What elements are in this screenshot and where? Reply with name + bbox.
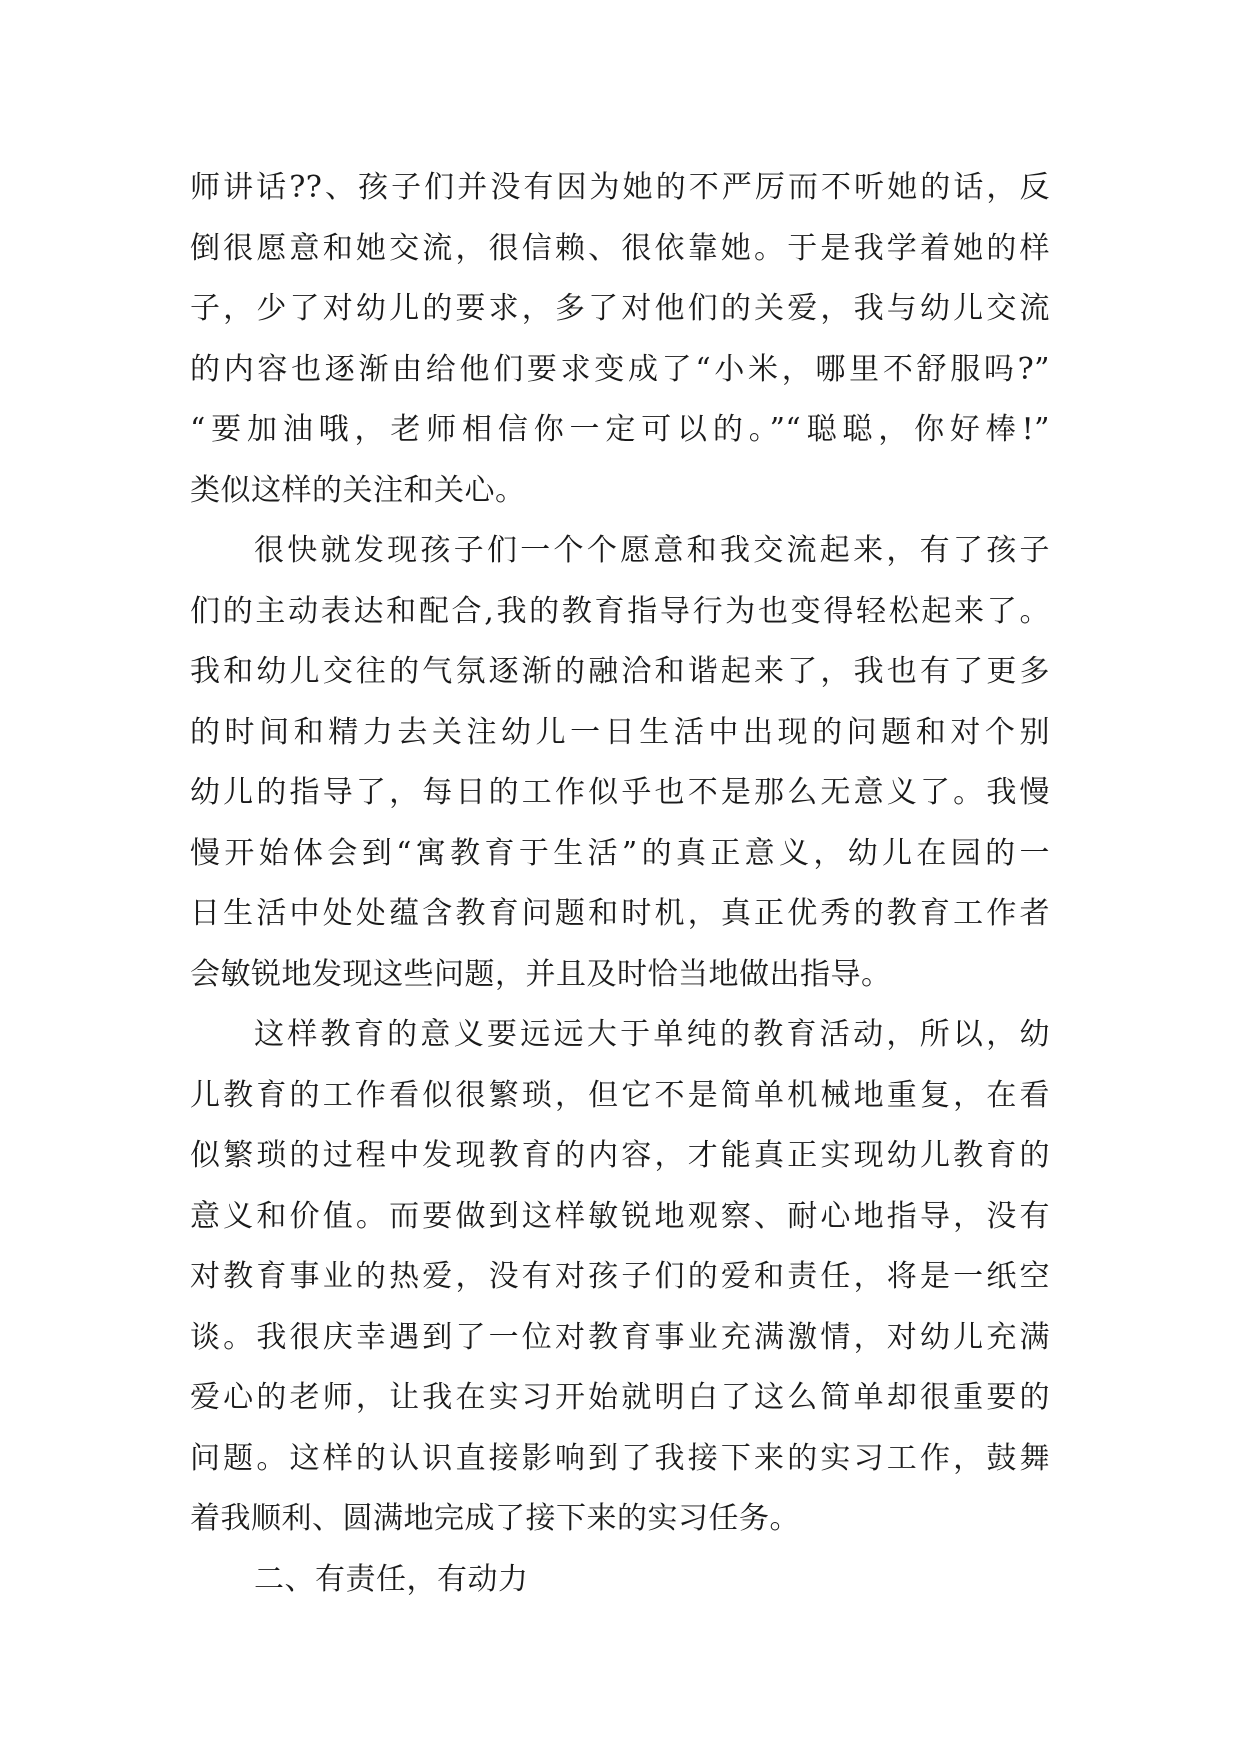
text-line: 幼儿的指导了，每日的工作似乎也不是那么无意义了。我慢: [190, 775, 1050, 810]
paragraph: [190, 1005, 1050, 1550]
text-line: 似繁琐的过程中发现教育的内容，才能真正实现幼儿教育的: [190, 1138, 1050, 1173]
text-line: 的时间和精力去关注幼儿一日生活中出现的问题和对个别: [190, 714, 1050, 750]
text-line: 倒很愿意和她交流，很信赖、很依靠她。于是我学着她的样: [190, 230, 1050, 266]
text-line: 很快就发现孩子们一个个愿意和我交流起来，有了孩子: [254, 533, 1050, 568]
text-line: 这样教育的意义要远远大于单纯的教育活动，所以，幼: [254, 1017, 1050, 1052]
text-line: 会敏锐地发现这些问题，并且及时恰当地做出指导。: [190, 956, 892, 992]
text-line: 问题。这样的认识直接影响到了我接下来的实习工作，鼓舞: [190, 1440, 1050, 1476]
text-line: “要加油哦，老师相信你一定可以的。”“聪聪，你好棒!”: [190, 412, 1050, 447]
paragraph: [190, 521, 1050, 1005]
text-line: 们的主动表达和配合,我的教育指导行为也变得轻松起来了。: [190, 593, 1050, 629]
text-line: 爱心的老师，让我在实习开始就明白了这么简单却很重要的: [190, 1380, 1050, 1415]
text-line: 着我顺利、圆满地完成了接下来的实习任务。: [190, 1501, 800, 1536]
text-line: 意义和价值。而要做到这样敏锐地观察、耐心地指导，没有: [190, 1198, 1050, 1234]
text-line: 类似这样的关注和关心。: [190, 472, 526, 508]
text-line: 我和幼儿交往的气氛逐渐的融洽和谐起来了，我也有了更多: [190, 654, 1050, 689]
text-line: 谈。我很庆幸遇到了一位对教育事业充满激情，对幼儿充满: [190, 1319, 1050, 1355]
text-line: 日生活中处处蕴含教育问题和时机，真正优秀的教育工作者: [190, 896, 1050, 931]
paragraph: [190, 1550, 1050, 1611]
text-line: 的内容也逐渐由给他们要求变成了“小米，哪里不舒服吗?”: [190, 351, 1050, 387]
text-line: 二、有责任，有动力: [254, 1561, 529, 1597]
document-body: [190, 158, 1050, 1610]
text-line: 师讲话??、孩子们并没有因为她的不严厉而不听她的话，反: [190, 170, 1050, 205]
text-line: 对教育事业的热爱，没有对孩子们的爱和责任，将是一纸空: [190, 1259, 1050, 1294]
text-line: 儿教育的工作看似很繁琐，但它不是简单机械地重复，在看: [190, 1077, 1050, 1113]
text-line: 子，少了对幼儿的要求，多了对他们的关爱，我与幼儿交流: [190, 291, 1050, 326]
paragraph: [190, 158, 1050, 521]
text-line: 慢开始体会到“寓教育于生活”的真正意义，幼儿在园的一: [190, 835, 1050, 871]
